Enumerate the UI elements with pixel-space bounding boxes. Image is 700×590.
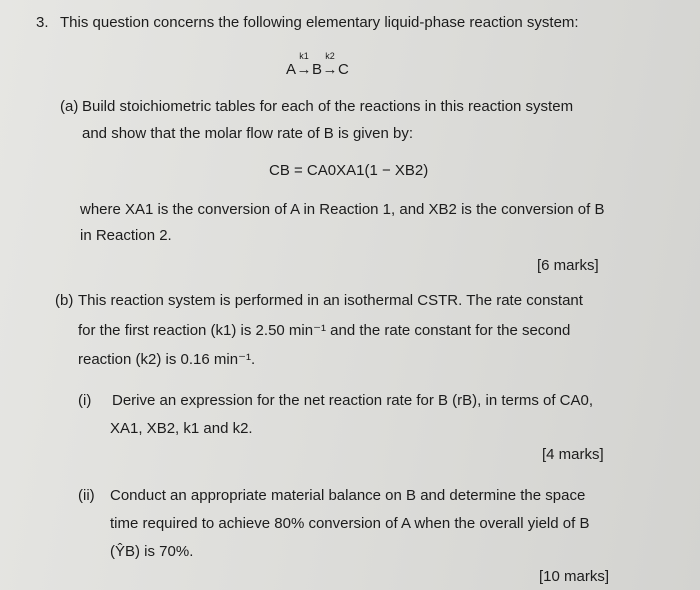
molar-flow-equation: CB = CA0XA1(1 − XB2)	[269, 162, 429, 179]
part-a-where-line-1: where XA1 is the conversion of A in Reaction 1, and XB2 is the conversion of B	[80, 201, 605, 218]
part-a-line-1: Build stoichiometric tables for each of the reactions in this reaction system	[82, 98, 574, 115]
reaction-scheme	[286, 51, 349, 79]
part-b-line-1: This reaction system is performed in an isothermal CSTR. The rate constant	[78, 292, 583, 309]
part-b-i-label: (i)	[78, 392, 92, 409]
part-a-marks: [6 marks]	[537, 257, 599, 274]
part-b-ii-line-2: time required to achieve 80% conversion of A when the overall yield of B	[110, 515, 590, 532]
part-b-ii-line-3: (ŶB) is 70%.	[110, 543, 194, 560]
part-a-label: (a)	[60, 98, 79, 115]
part-b-i-line-2: XA1, XB2, k1 and k2.	[110, 420, 253, 437]
part-b-line-2: for the first reaction (k1) is 2.50 min⁻¹ and the rate constant for the second	[78, 322, 571, 339]
part-b-label: (b)	[55, 292, 74, 309]
part-a-line-2: and show that the molar flow rate of B is given by:	[82, 125, 414, 142]
part-b-i-line-1: Derive an expression for the net reaction rate for B (rB), in terms of CA0,	[112, 392, 594, 409]
rate-constant-k2: k2	[325, 51, 335, 61]
part-b-ii-marks: [10 marks]	[539, 568, 610, 585]
species-a: A	[286, 61, 297, 78]
part-b-i-marks: [4 marks]	[542, 446, 604, 463]
rate-constant-k1: k1	[299, 51, 309, 61]
part-b-line-3: reaction (k2) is 0.16 min⁻¹.	[78, 351, 256, 368]
species-b: B	[312, 61, 323, 78]
part-a-where-line-2: in Reaction 2.	[80, 227, 172, 244]
species-c: C	[338, 61, 349, 78]
arrow-1-icon: →	[296, 61, 312, 78]
reaction-arrow-1	[296, 51, 312, 79]
question-number: 3.	[36, 14, 49, 31]
arrow-2-icon: →	[322, 61, 338, 78]
part-b-ii-line-1: Conduct an appropriate material balance on B and determine the space	[110, 487, 586, 504]
question-intro: This question concerns the following elementary liquid-phase reaction system:	[60, 14, 579, 31]
reaction-arrow-2	[322, 51, 338, 79]
part-b-ii-label: (ii)	[78, 487, 95, 504]
